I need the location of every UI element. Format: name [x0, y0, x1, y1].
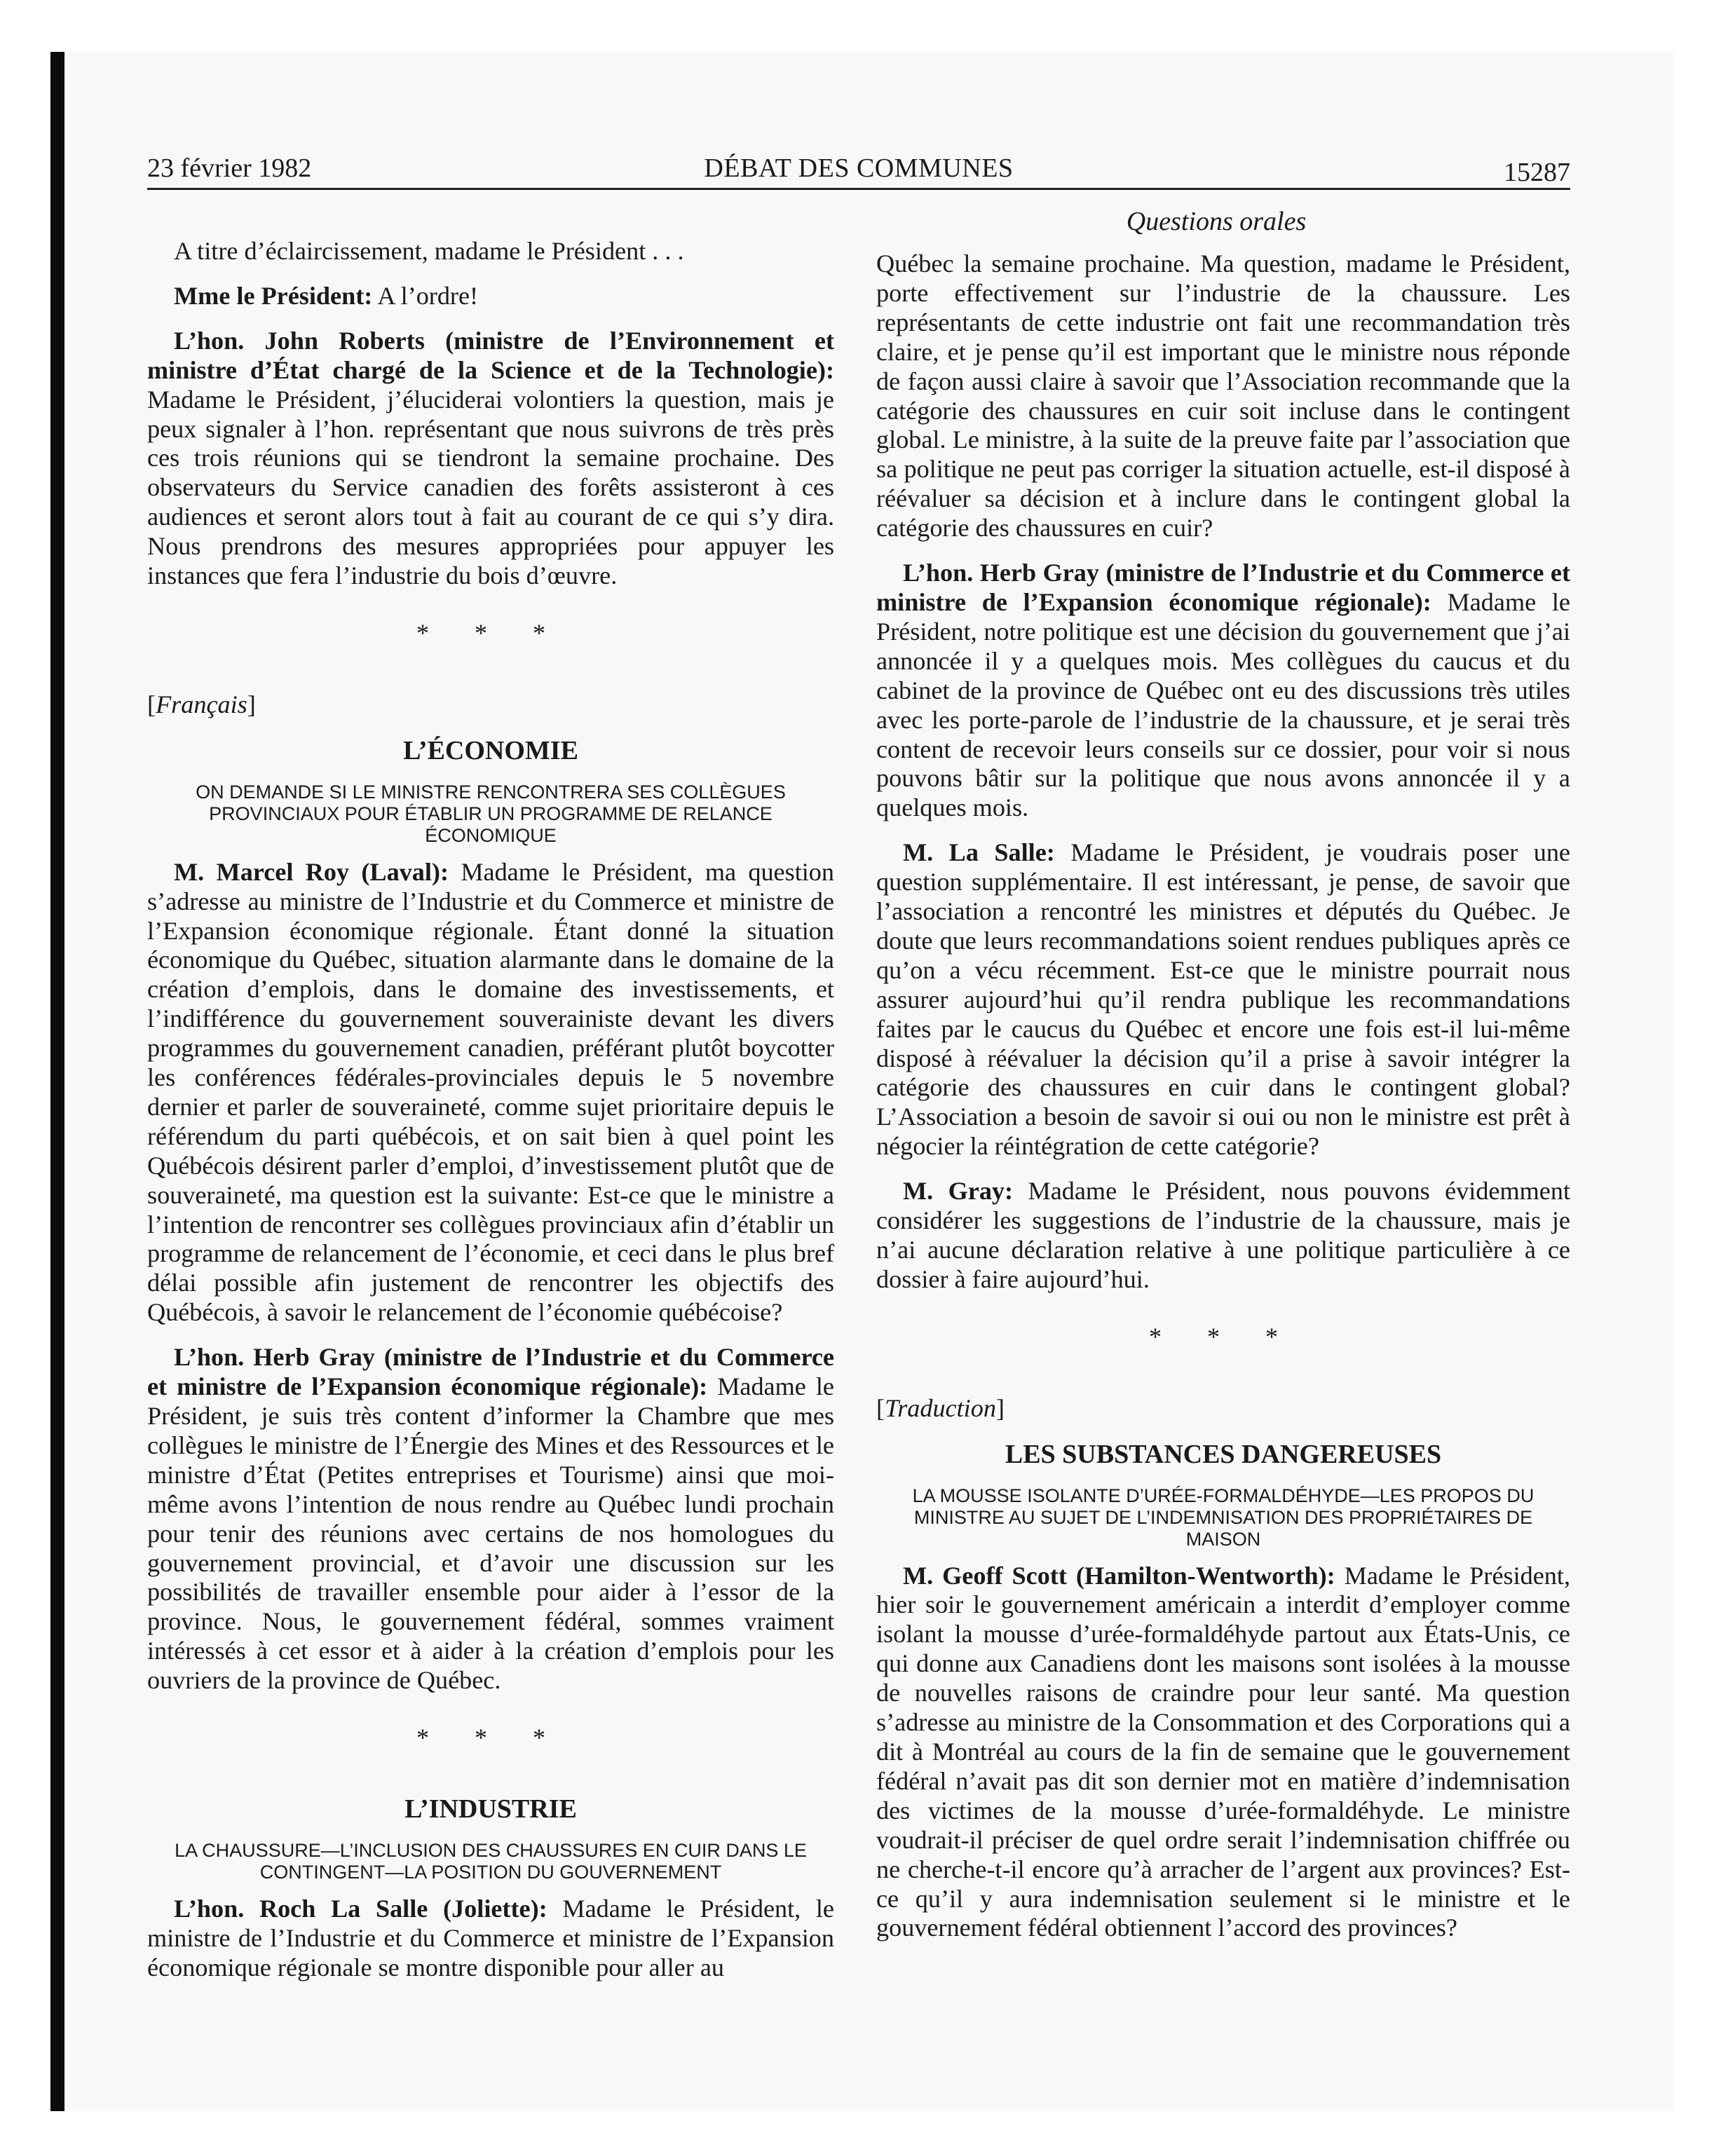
paragraph: [147, 1895, 834, 1983]
section-separator: * * *: [1149, 1322, 1298, 1351]
speech-text: Madame le Président, je suis très content d’informer la Chambre que mes collègues le ministre de l’Énergie des Mines et des Ressources et le ministre d’État (Petites entreprises et Tourisme) ainsi que moi-même avons l’intention de nous rendre au Québec lundi prochain pour tenir des réunions avec certains de nos homologues du gouvernement provincial, et d’avoir une discussion sur les possibilités de travailler ensemble pour aider à l’essor de la province. Nous, le gouvernement fédéral, sommes vraiment intéressés à cet essor et à aider à la création d’emplois pour les ouvriers de la province de Québec.: [147, 1372, 834, 1695]
header-title: DÉBAT DES COMMUNES: [704, 153, 1014, 183]
paragraph: [147, 327, 834, 591]
section-subtitle: LA CHAUSSURE—L’INCLUSION DES CHAUSSURES EN CUIR DANS LE CONTINGENT—LA POSITION DU GOUVERNEMENT: [175, 1839, 807, 1883]
section-separator: * * *: [416, 618, 565, 647]
left-column: [147, 237, 834, 1998]
speaker: M. Gray:: [903, 1177, 1014, 1206]
speech-text: Madame le Président, je voudrais poser une question supplémentaire. Il est intéressant, je pense, de savoir que l’association a rencontré les ministres et députés du Québec. Je doute que leurs recommandations soient rendues publiques après ce qu’on a vécu récemment. Est-ce que le ministre pourrait nous assurer aujourd’hui qu’il rendra publique les recommandations faites par le caucus du Québec et encore une fois est-il lui-même disposé à réévaluer la décision qu’il a prise à savoir intégrer la catégorie des chaussures en cuir dans le contingent global? L’Association a besoin de savoir si oui ou non le ministre est prêt à négocier la réintégration de cette catégorie?: [876, 838, 1570, 1161]
header-page-number: 15287: [1504, 158, 1570, 187]
speech-text: Madame le Président, j’éluciderai volontiers la question, mais je peux signaler à l’hon. représentant que nous suivrons de très près ces trois réunions qui se tiendront la semaine prochaine. Des observateurs du Service canadien des forêts assisteront à ces audiences et seront alors tout à fait au courant de ce qui s’y dira. Nous prendrons des mesures appropriées pour appuyer les instances que fera l’industrie du bois d’œuvre.: [147, 385, 834, 590]
section-title: L’INDUSTRIE: [404, 1794, 577, 1824]
language-note: [Traduction]: [876, 1393, 1005, 1422]
right-column: [876, 250, 1570, 1958]
speaker: M. Geoff Scott (Hamilton-Wentworth):: [903, 1561, 1335, 1590]
speech-text: Madame le Président, hier soir le gouvernement américain a interdit d’employer comme isolant la mousse d’urée-formaldéhyde partout aux États-Unis, ce qui donne aux Canadiens dont les maisons sont isolées à la mousse de nouvelles raisons de craindre pour leur santé. Ma question s’adresse au ministre de la Consommation et des Corporations qui a dit à Montréal au cours de la fin de semaine que le gouvernement fédéral n’avait pas dit son dernier mot en matière d’indemnisation des victimes de la mousse d’urée-formaldéhyde. Le ministre voudrait-il préciser de quel ordre serait l’indemnisation chiffrée ou ne cherche-t-il encore qu’à arracher de l’argent aux provinces? Est-ce qu’il y aura indemnisation seulement si le ministre et le gouvernement fédéral obtiennent l’accord des provinces?: [876, 1561, 1570, 1942]
language-note: [Français]: [147, 690, 256, 718]
paragraph: [147, 1343, 834, 1696]
speaker: M. La Salle:: [903, 838, 1055, 867]
section-title: L’ÉCONOMIE: [403, 735, 578, 765]
section-title: LES SUBSTANCES DANGEREUSES: [1005, 1439, 1442, 1469]
speaker: L’hon. Herb Gray (ministre de l’Industrie et du Commerce et ministre de l’Expansion économique régionale):: [147, 1343, 834, 1401]
header-date: 23 février 1982: [147, 153, 312, 183]
speaker: L’hon. Roch La Salle (Joliette):: [174, 1894, 547, 1923]
language-label: Traduction: [885, 1393, 996, 1422]
speech-text: A l’ordre!: [372, 281, 479, 310]
language-label: Français: [156, 690, 247, 718]
speaker: Mme le Président:: [174, 281, 373, 310]
speaker: M. Marcel Roy (Laval):: [174, 857, 449, 886]
scan-edge: [50, 52, 64, 2111]
running-head: Questions orales: [1126, 207, 1307, 236]
paragraph: [876, 1177, 1570, 1295]
paragraph: [876, 838, 1570, 1161]
paragraph: Québec la semaine prochaine. Ma question, madame le Président, porte effectivement sur l’industrie de la chaussure. Les représentants de cette industrie ont fait une recommandation très claire, et je pense qu’il est important que le ministre nous réponde de façon aussi claire à savoir que l’Association recommande que la catégorie des chaussures en cuir soit incluse dans le contingent global. Le ministre, à la suite de la preuve faite par l’association que sa politique ne peut pas corriger la situation actuelle, est-il disposé à réévaluer sa décision et à inclure dans le contingent global la catégorie des chaussures en cuir?: [876, 250, 1570, 543]
speech-text: Madame le Président, le ministre de l’Industrie et du Commerce et ministre de l’Expansion économique régionale se montre disponible pour aller au: [147, 1894, 834, 1981]
speech-text: Madame le Président, notre politique est une décision du gouvernement que j’ai annoncée il y a quelques mois. Mes collègues du caucus et du cabinet de la province de Québec ont eu des discussions très utiles avec les porte-parole de l’industrie de la chaussure, et je serai très content de recevoir leurs conseils sur ce dossier, pour voir si nous pouvons bâtir sur la politique que nous avons annoncée il y a quelques mois.: [876, 587, 1570, 822]
paragraph: [147, 282, 834, 311]
section-subtitle: LA MOUSSE ISOLANTE D’URÉE-FORMALDÉHYDE—LES PROPOS DU MINISTRE AU SUJET DE L’INDEMNISATION DES PROPRIÉTAIRES DE MAISON: [912, 1485, 1535, 1550]
speaker: L’hon. John Roberts (ministre de l’Environnement et ministre d’État chargé de la Science et de la Technologie):: [147, 326, 834, 384]
speaker: L’hon. Herb Gray (ministre de l’Industrie et du Commerce et ministre de l’Expansion économique régionale):: [876, 559, 1570, 616]
paragraph: A titre d’éclaircissement, madame le Président . . .: [174, 237, 684, 265]
section-subtitle: ON DEMANDE SI LE MINISTRE RENCONTRERA SES COLLÈGUES PROVINCIAUX POUR ÉTABLIR UN PROGRAMME DE RELANCE ÉCONOMIQUE: [196, 781, 786, 846]
paragraph: [876, 1562, 1570, 1944]
section-separator: * * *: [416, 1724, 565, 1752]
speech-text: Madame le Président, nous pouvons évidemment considérer les suggestions de l’industrie de la chaussure, mais je n’ai aucune déclaration relative à une politique particulière à ce dossier à faire aujourd’hui.: [876, 1177, 1571, 1293]
paragraph: [147, 858, 834, 1328]
header-rule: [147, 188, 1570, 190]
speech-text: Madame le Président, ma question s’adresse au ministre de l’Industrie et du Commerce et ministre de l’Expansion économique régionale. Étant donné la situation économique du Québec, situation alarmante dans le domaine de la création d’emplois, dans le domaine des investissements, et l’indifférence du gouvernement souverainiste devant les divers programmes du gouvernement canadien, préférant plutôt boycotter les conférences fédérales-provinciales depuis le 5 novembre dernier et parler de souveraineté, comme sujet prioritaire depuis le référendum du parti québécois, et on sait bien à quel point les Québécois désirent parler d’emploi, d’investissement plutôt que de souveraineté, ma question est la suivante: Est-ce que le ministre a l’intention de rencontrer ses collègues provinciaux afin d’établir un programme de relancement de l’économie, et ceci dans le plus bref délai possible afin justement de rencontrer les objectifs des Québécois, à savoir le relancement de l’économie québécoise?: [147, 857, 834, 1327]
paragraph: [876, 559, 1570, 823]
